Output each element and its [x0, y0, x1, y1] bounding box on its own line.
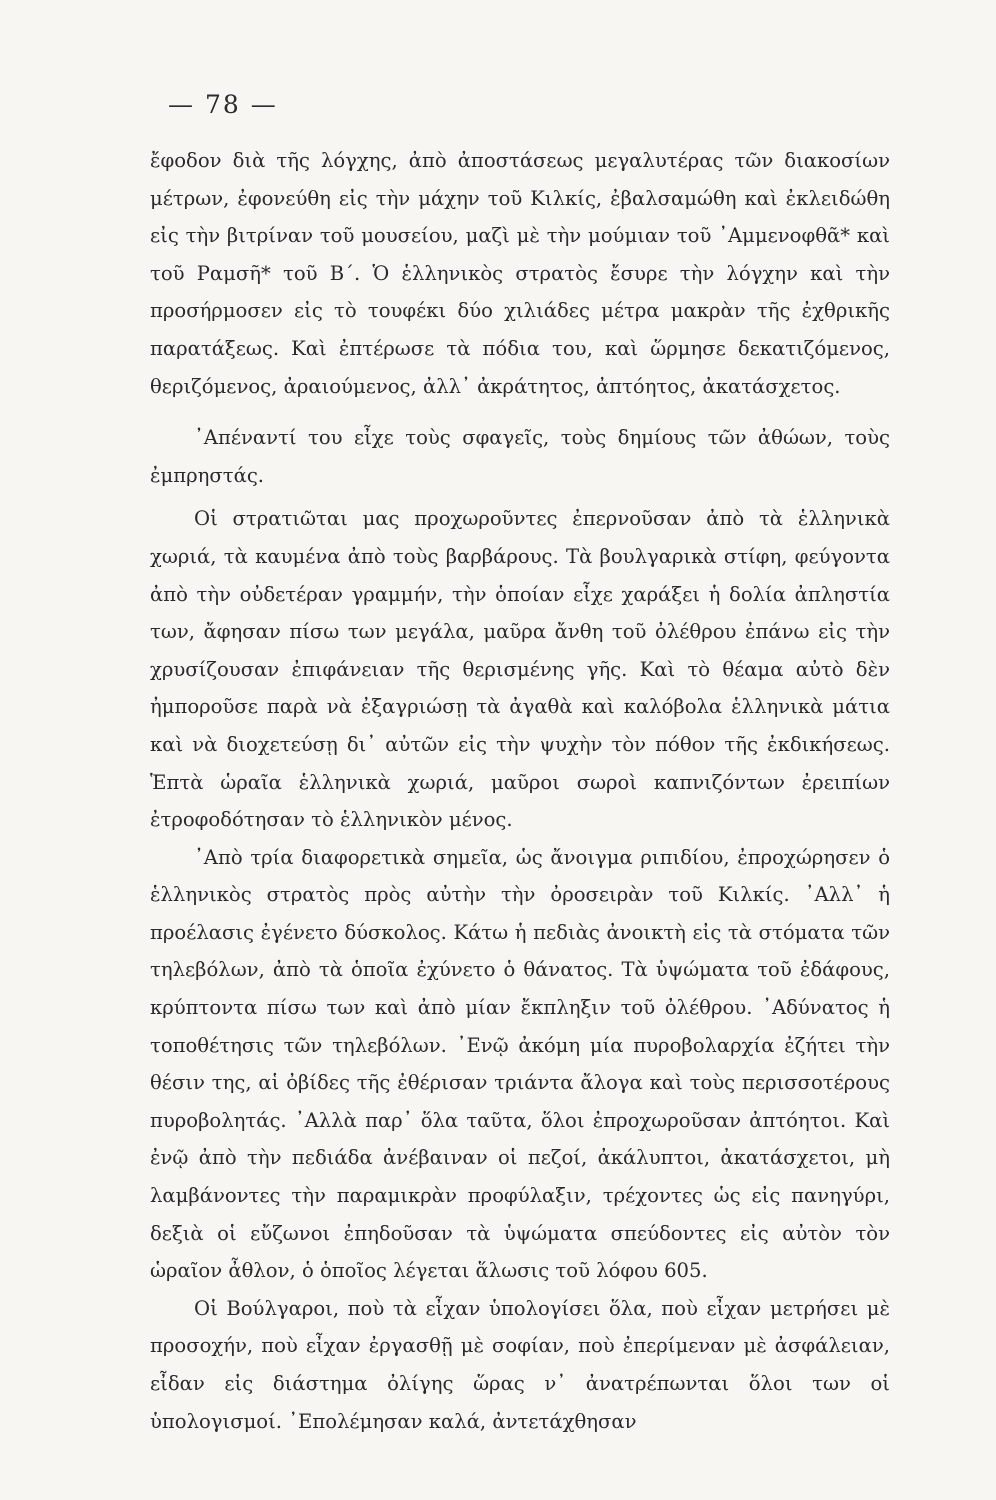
page-number: — 78 —	[168, 90, 278, 119]
paragraph-2: ᾿Απέναντί του εἶχε τοὺς σφαγεῖς, τοὺς δημίους τῶν ἀθώων, τοὺς ἐμπρηστάς.	[150, 426, 890, 487]
paragraph-5: Οἱ Βούλγαροι, ποὺ τὰ εἶχαν ὑπολογίσει ὅλα, ποὺ εἶχαν μετρήσει μὲ προσοχήν, ποὺ εἶχαν ἐργασθῇ μὲ σοφίαν, ποὺ ἐπερίμεναν μὲ ἀσφάλειαν, εἶδαν εἰς διάστημα ὀλίγης ὥρας ν᾿ ἀνατρέπωνται ὅλοι των οἱ ὑπολογισμοί. ᾿Επολέμησαν καλά, ἀντετάχθησαν	[150, 1296, 890, 1433]
body-text	[150, 142, 890, 1440]
paragraph-4: ᾿Απὸ τρία διαφορετικὰ σημεῖα, ὡς ἄνοιγμα ριπιδίου, ἐπροχώρησεν ὁ ἑλληνικὸς στρατὸς πρὸς αὐτὴν τὴν ὀροσειρὰν τοῦ Κιλκίς. ᾿Αλλ᾿ ἡ προέλασις ἐγένετο δύσκολος. Κάτω ἡ πεδιὰς ἀνοικτὴ εἰς τὰ στόματα τῶν τηλεβόλων, ἀπὸ τὰ ὁποῖα ἐχύνετο ὁ θάνατος. Τὰ ὑψώματα τοῦ ἐδάφους, κρύπτοντα πίσω των καὶ ἀπὸ μίαν ἔκπληξιν τοῦ ὀλέθρου. ᾿Αδύνατος ἡ τοποθέτησις τῶν τηλεβόλων. ᾿Ενῷ ἀκόμη μία πυροβολαρχία ἐζήτει τὴν θέσιν της, αἱ ὀβίδες τῆς ἐθέρισαν τριάντα ἄλογα καὶ τοὺς περισσοτέρους πυροβολητάς. ᾿Αλλὰ παρ᾿ ὅλα ταῦτα, ὅλοι ἐπροχωροῦσαν ἀπτόητοι. Καὶ ἐνῷ ἀπὸ τὴν πεδιάδα ἀνέβαιναν οἱ πεζοί, ἀκάλυπτοι, ἀκατάσχετοι, μὴ λαμβάνοντες τὴν παραμικρὰν προφύλαξιν, τρέχοντες ὡς εἰς πανηγύρι, δεξιὰ οἱ εὔζωνοι ἐπηδοῦσαν τὰ ὑψώματα σπεύδοντες εἰς αὐτὸν τὸν ὡραῖον ἆθλον, ὁ ὁποῖος λέγεται ἅλωσις τοῦ λόφου 605.	[150, 845, 890, 1283]
paragraph-3: Οἱ στρατιῶται μας προχωροῦντες ἐπερνοῦσαν ἀπὸ τὰ ἑλληνικὰ χωριά, τὰ καυμένα ἀπὸ τοὺς βαρβάρους. Τὰ βουλγαρικὰ στίφη, φεύγοντα ἀπὸ τὴν οὐδετέραν γραμμήν, τὴν ὁποίαν εἶχε χαράξει ἡ δολία ἀπληστία των, ἄφησαν πίσω των μεγάλα, μαῦρα ἄνθη τοῦ ὀλέθρου ἐπάνω εἰς τὴν χρυσίζουσαν ἐπιφάνειαν τῆς θερισμένης γῆς. Καὶ τὸ θέαμα αὐτὸ δὲν ἠμποροῦσε παρὰ νὰ ἐξαγριώσῃ τὰ ἀγαθὰ καὶ καλόβολα ἑλληνικὰ μάτια καὶ νὰ διοχετεύσῃ δι᾿ αὐτῶν εἰς τὴν ψυχὴν τὸν πόθον τῆς ἐκδικήσεως. Ἑπτὰ ὡραῖα ἑλληνικὰ χωριά, μαῦροι σωροὶ καπνιζόντων ἐρειπίων ἐτροφοδότησαν τὸ ἑλληνικὸν μένος.	[150, 507, 890, 832]
paragraph-1: ἔφοδον διὰ τῆς λόγχης, ἀπὸ ἀποστάσεως μεγαλυτέρας τῶν διακοσίων μέτρων, ἐφονεύθη εἰς τὴν μάχην τοῦ Κιλκίς, ἐβαλσαμώθη καὶ ἐκλειδώθη εἰς τὴν βιτρίναν τοῦ μουσείου, μαζὶ μὲ τὴν μούμιαν τοῦ ᾿Αμμενοφθᾶ* καὶ τοῦ Ραμσῆ* τοῦ Β΄. Ὁ ἑλληνικὸς στρατὸς ἔσυρε τὴν λόγχην καὶ τὴν προσήρμοσεν εἰς τὸ τουφέκι δύο χιλιάδες μέτρα μακρὰν τῆς ἐχθρικῆς παρατάξεως. Καὶ ἐπτέρωσε τὰ πόδια του, καὶ ὥρμησε δεκατιζόμενος, θεριζόμενος, ἀραιούμενος, ἀλλ᾿ ἀκράτητος, ἀπτόητος, ἀκατάσχετος.	[150, 149, 890, 398]
